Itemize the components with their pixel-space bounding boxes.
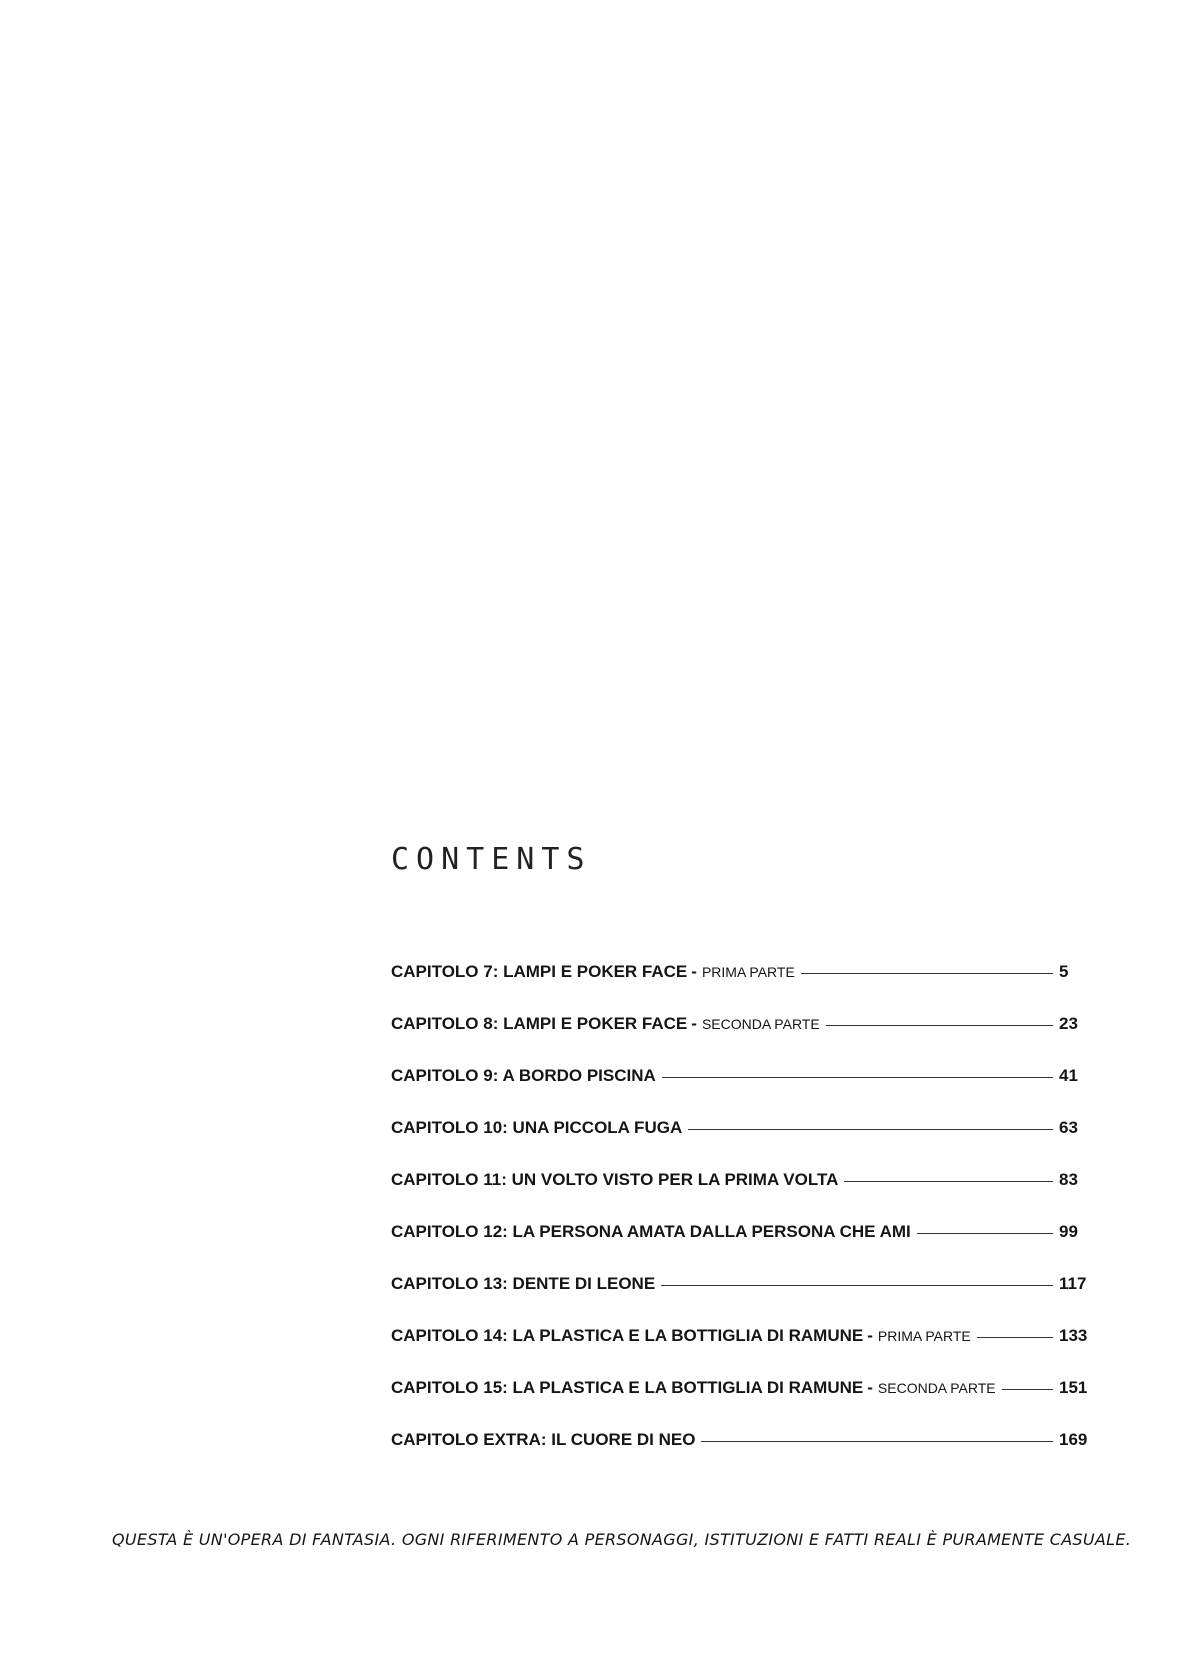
toc-entry-page: 169 xyxy=(1059,1430,1088,1449)
toc-entry-subtitle-text: PRIMA PARTE xyxy=(877,1328,971,1344)
toc-entry-title: CAPITOLO 9: A BORDO PISCINA xyxy=(391,1066,656,1085)
toc-subtitle-separator: - xyxy=(867,1378,873,1397)
toc-leader-line xyxy=(826,1025,1053,1026)
toc-leader-line xyxy=(701,1441,1053,1442)
toc-entry-subtitle xyxy=(867,1378,995,1398)
toc-entry-title: CAPITOLO 11: UN VOLTO VISTO PER LA PRIMA VOLTA xyxy=(391,1170,839,1189)
toc-entry xyxy=(391,1258,1091,1310)
toc-entry-title: CAPITOLO 15: LA PLASTICA E LA BOTTIGLIA DI RAMUNE xyxy=(391,1378,864,1397)
toc-entry-page: 117 xyxy=(1059,1274,1087,1293)
toc-leader-line xyxy=(1002,1389,1053,1390)
toc-leader-line xyxy=(977,1337,1053,1338)
toc-entry-page: 63 xyxy=(1059,1118,1078,1137)
toc-subtitle-separator: - xyxy=(691,1014,697,1033)
toc-entry xyxy=(391,998,1091,1050)
toc-subtitle-separator: - xyxy=(867,1326,873,1345)
toc-leader-line xyxy=(801,973,1053,974)
contents-heading: CONTENTS xyxy=(391,842,592,877)
toc-entry-page: 23 xyxy=(1059,1014,1078,1033)
toc-entry xyxy=(391,1154,1091,1206)
toc-entry-page: 133 xyxy=(1059,1326,1088,1345)
toc-entry-page: 151 xyxy=(1059,1378,1088,1397)
toc-entry-subtitle-text: PRIMA PARTE xyxy=(701,964,795,980)
toc-entry-subtitle-text: SECONDA PARTE xyxy=(877,1380,996,1396)
toc-entry-subtitle-text: SECONDA PARTE xyxy=(701,1016,820,1032)
toc-leader-line xyxy=(844,1181,1053,1182)
toc-leader-line xyxy=(662,1077,1053,1078)
toc-entry-subtitle xyxy=(691,962,795,982)
toc-entry-title: CAPITOLO 12: LA PERSONA AMATA DALLA PERSONA CHE AMI xyxy=(391,1222,911,1241)
toc-entry-title: CAPITOLO EXTRA: IL CUORE DI NEO xyxy=(391,1430,696,1449)
toc-entry-subtitle xyxy=(867,1326,971,1346)
toc-entry xyxy=(391,1414,1091,1466)
toc-entry-page: 41 xyxy=(1059,1066,1078,1085)
toc-leader-line xyxy=(688,1129,1053,1130)
toc-leader-line xyxy=(917,1233,1053,1234)
toc-entry xyxy=(391,1050,1091,1102)
toc-entry xyxy=(391,946,1091,998)
toc-entry-title: CAPITOLO 10: UNA PICCOLA FUGA xyxy=(391,1118,683,1137)
toc-entry-page: 5 xyxy=(1059,962,1069,981)
toc-entry-title: CAPITOLO 14: LA PLASTICA E LA BOTTIGLIA DI RAMUNE xyxy=(391,1326,864,1345)
toc-entry xyxy=(391,1362,1091,1414)
table-of-contents xyxy=(391,946,1091,1466)
toc-entry-title: CAPITOLO 8: LAMPI E POKER FACE xyxy=(391,1014,688,1033)
toc-entry-page: 83 xyxy=(1059,1170,1078,1189)
toc-entry-title: CAPITOLO 7: LAMPI E POKER FACE xyxy=(391,962,688,981)
toc-entry-page: 99 xyxy=(1059,1222,1078,1241)
toc-entry-subtitle xyxy=(691,1014,819,1034)
toc-entry xyxy=(391,1310,1091,1362)
toc-entry xyxy=(391,1206,1091,1258)
disclaimer-text: QUESTA È UN'OPERA DI FANTASIA. OGNI RIFERIMENTO A PERSONAGGI, ISTITUZIONI E FATTI REALI È PURAMENTE CASUALE. xyxy=(112,1530,1132,1549)
toc-entry xyxy=(391,1102,1091,1154)
toc-subtitle-separator: - xyxy=(691,962,697,981)
toc-leader-line xyxy=(661,1285,1053,1286)
toc-entry-title: CAPITOLO 13: DENTE DI LEONE xyxy=(391,1274,656,1293)
